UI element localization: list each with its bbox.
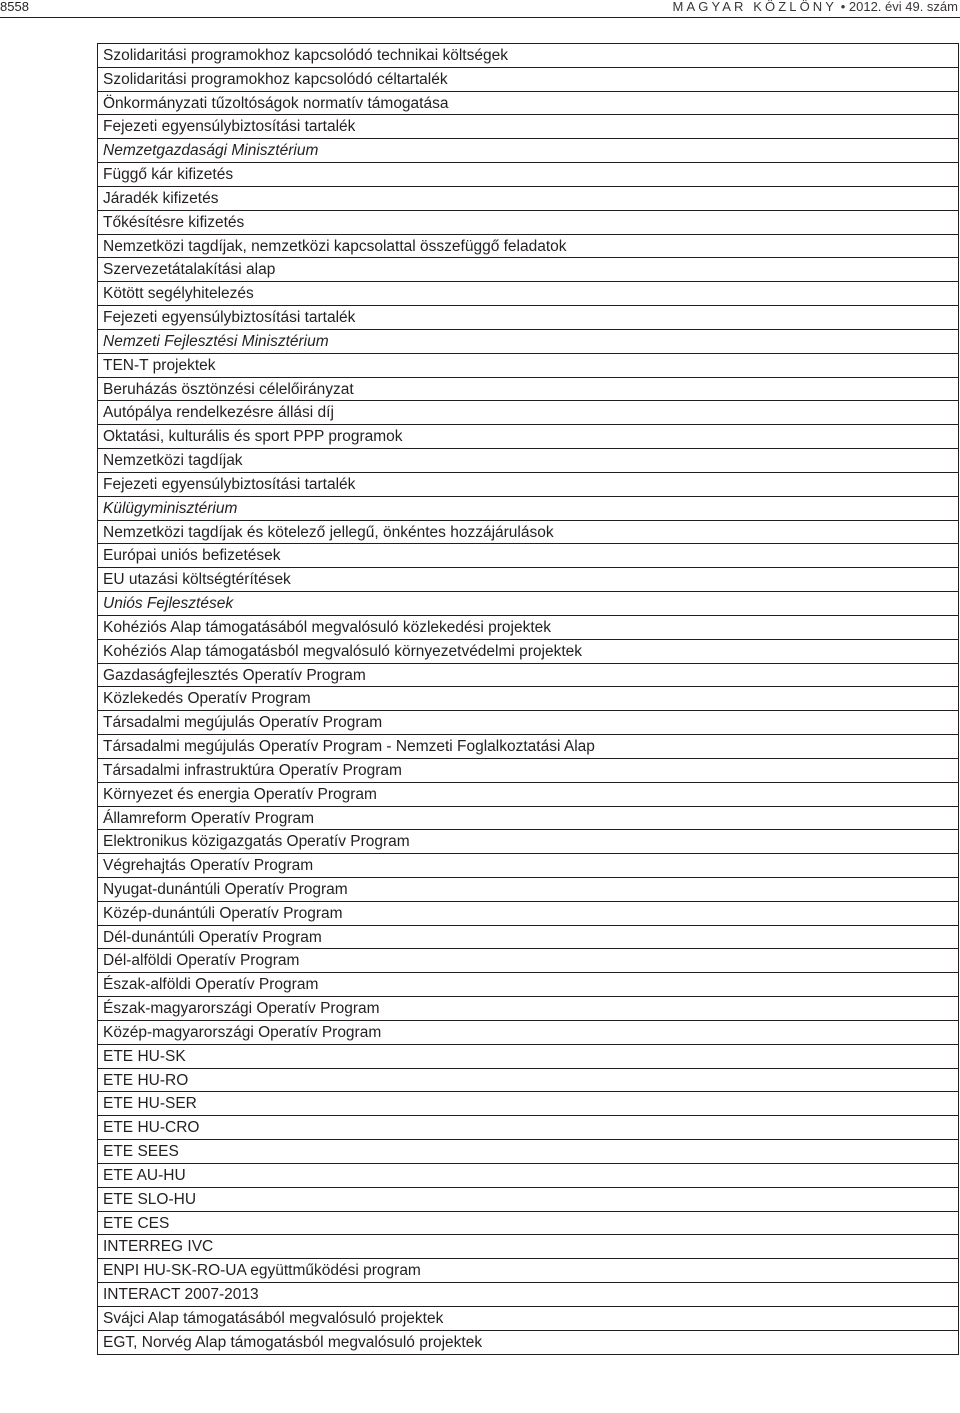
- table-section-heading: Nemzeti Fejlesztési Minisztérium: [98, 330, 958, 354]
- table-row: ETE HU-CRO: [98, 1116, 958, 1140]
- table-row: ETE HU-SER: [98, 1092, 958, 1116]
- page-number: 8558: [0, 0, 29, 14]
- table-row: EGT, Norvég Alap támogatásból megvalósuló projektek: [98, 1331, 958, 1355]
- table-row: Észak-alföldi Operatív Program: [98, 973, 958, 997]
- table-row: ETE CES: [98, 1212, 958, 1236]
- table-row: Fejezeti egyensúlybiztosítási tartalék: [98, 115, 958, 139]
- table-row: Európai uniós befizetések: [98, 544, 958, 568]
- table-row: Közép-dunántúli Operatív Program: [98, 902, 958, 926]
- table-row: Járadék kifizetés: [98, 187, 958, 211]
- table-row: ENPI HU-SK-RO-UA együttműködési program: [98, 1259, 958, 1283]
- table-row: Államreform Operatív Program: [98, 807, 958, 831]
- table-row: Kohéziós Alap támogatásából megvalósuló közlekedési projektek: [98, 616, 958, 640]
- table-section-heading: Nemzetgazdasági Minisztérium: [98, 139, 958, 163]
- table-row: Fejezeti egyensúlybiztosítási tartalék: [98, 473, 958, 497]
- table-row: Társadalmi infrastruktúra Operatív Program: [98, 759, 958, 783]
- table-row: EU utazási költségtérítések: [98, 568, 958, 592]
- table-row: Végrehajtás Operatív Program: [98, 854, 958, 878]
- table-row: Tőkésítésre kifizetés: [98, 211, 958, 235]
- journal-info: [673, 0, 958, 14]
- header-separator: •: [840, 0, 846, 14]
- table-row: Dél-dunántúli Operatív Program: [98, 926, 958, 950]
- table-row: Közlekedés Operatív Program: [98, 687, 958, 711]
- table-row: Nyugat-dunántúli Operatív Program: [98, 878, 958, 902]
- table-row: Elektronikus közigazgatás Operatív Program: [98, 830, 958, 854]
- issue-label: 2012. évi 49. szám: [848, 0, 958, 14]
- table-row: Társadalmi megújulás Operatív Program - Nemzeti Foglalkoztatási Alap: [98, 735, 958, 759]
- journal-name: MAGYAR KÖZLÖNY: [672, 0, 838, 14]
- table-row: Nemzetközi tagdíjak, nemzetközi kapcsolattal összefüggő feladatok: [98, 235, 958, 259]
- table-row: ETE HU-RO: [98, 1069, 958, 1093]
- header-divider: [0, 17, 960, 18]
- table-row: Nemzetközi tagdíjak: [98, 449, 958, 473]
- table-row: ETE SEES: [98, 1140, 958, 1164]
- table-row: Közép-magyarországi Operatív Program: [98, 1021, 958, 1045]
- table-section-heading: Uniós Fejlesztések: [98, 592, 958, 616]
- table-row: Szolidaritási programokhoz kapcsolódó technikai költségek: [98, 44, 958, 68]
- table-row: Kötött segélyhitelezés: [98, 282, 958, 306]
- table-row: ETE AU-HU: [98, 1164, 958, 1188]
- table-row: INTERREG IVC: [98, 1235, 958, 1259]
- table-row: ETE SLO-HU: [98, 1188, 958, 1212]
- table-row: ETE HU-SK: [98, 1045, 958, 1069]
- table-row: Dél-alföldi Operatív Program: [98, 949, 958, 973]
- table-row: Autópálya rendelkezésre állási díj: [98, 401, 958, 425]
- table-row: Önkormányzati tűzoltóságok normatív támogatása: [98, 92, 958, 116]
- page-header: [0, 0, 960, 16]
- table-row: Oktatási, kulturális és sport PPP programok: [98, 425, 958, 449]
- appropriation-table: [97, 43, 959, 1355]
- table-row: Beruházás ösztönzési célelőirányzat: [98, 378, 958, 402]
- table-row: Észak-magyarországi Operatív Program: [98, 997, 958, 1021]
- table-row: Függő kár kifizetés: [98, 163, 958, 187]
- table-row: Fejezeti egyensúlybiztosítási tartalék: [98, 306, 958, 330]
- table-row: Nemzetközi tagdíjak és kötelező jellegű, önkéntes hozzájárulások: [98, 521, 958, 545]
- table-section-heading: Külügyminisztérium: [98, 497, 958, 521]
- table-row: Környezet és energia Operatív Program: [98, 783, 958, 807]
- table-row: Szolidaritási programokhoz kapcsolódó céltartalék: [98, 68, 958, 92]
- table-row: Svájci Alap támogatásából megvalósuló projektek: [98, 1307, 958, 1331]
- table-row: Kohéziós Alap támogatásból megvalósuló környezetvédelmi projektek: [98, 640, 958, 664]
- table-row: TEN-T projektek: [98, 354, 958, 378]
- table-row: INTERACT 2007-2013: [98, 1283, 958, 1307]
- table-row: Szervezetátalakítási alap: [98, 258, 958, 282]
- table-row: Gazdaságfejlesztés Operatív Program: [98, 664, 958, 688]
- table-row: Társadalmi megújulás Operatív Program: [98, 711, 958, 735]
